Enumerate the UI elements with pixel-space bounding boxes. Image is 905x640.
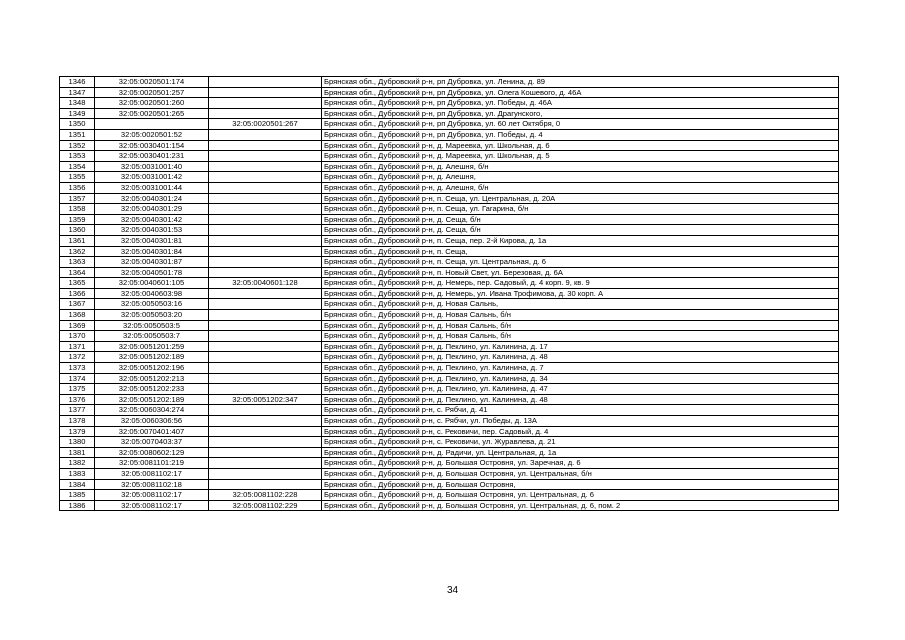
parent-cadastral-number-cell (209, 341, 322, 352)
address-cell: Брянская обл., Дубровский р-н, д. Немерь, ул. Ивана Трофимова, д. 30 корп. А (322, 288, 839, 299)
row-number-cell: 1350 (60, 119, 95, 130)
parent-cadastral-number-cell (209, 426, 322, 437)
row-number-cell: 1382 (60, 458, 95, 469)
address-cell: Брянская обл., Дубровский р-н, рп Дубровка, ул. Драгунского, (322, 108, 839, 119)
table-row (60, 437, 839, 448)
cadastral-number-cell: 32:05:0050503:20 (95, 310, 209, 321)
parent-cadastral-number-cell (209, 437, 322, 448)
table-row (60, 108, 839, 119)
row-number-cell: 1375 (60, 384, 95, 395)
property-table (59, 76, 839, 511)
parent-cadastral-number-cell (209, 352, 322, 363)
address-cell: Брянская обл., Дубровский р-н, д. Большая Островня, (322, 479, 839, 490)
row-number-cell: 1348 (60, 98, 95, 109)
address-cell: Брянская обл., Дубровский р-н, д. Алешня, б/н (322, 182, 839, 193)
row-number-cell: 1383 (60, 468, 95, 479)
row-number-cell: 1370 (60, 331, 95, 342)
address-cell: Брянская обл., Дубровский р-н, рп Дубровка, ул. Ленина, д. 89 (322, 77, 839, 88)
table-row (60, 204, 839, 215)
table-row (60, 87, 839, 98)
parent-cadastral-number-cell (209, 235, 322, 246)
address-cell: Брянская обл., Дубровский р-н, п. Сеща, ул. Гагарина, б/н (322, 204, 839, 215)
row-number-cell: 1346 (60, 77, 95, 88)
row-number-cell: 1368 (60, 310, 95, 321)
cadastral-number-cell: 32:05:0040301:42 (95, 214, 209, 225)
table-row (60, 310, 839, 321)
address-cell: Брянская обл., Дубровский р-н, п. Сеща, ул. Центральная, д. 20А (322, 193, 839, 204)
address-cell: Брянская обл., Дубровский р-н, с. Рековичи, ул. Журавлева, д. 21 (322, 437, 839, 448)
cadastral-number-cell: 32:05:0050503:5 (95, 320, 209, 331)
address-cell: Брянская обл., Дубровский р-н, д. Новая Сальнь, б/н (322, 331, 839, 342)
table-row (60, 161, 839, 172)
cadastral-number-cell: 32:05:0020501:52 (95, 129, 209, 140)
table-row (60, 468, 839, 479)
row-number-cell: 1364 (60, 267, 95, 278)
parent-cadastral-number-cell: 32:05:0040601:128 (209, 278, 322, 289)
address-cell: Брянская обл., Дубровский р-н, д. Новая Сальнь, б/н (322, 320, 839, 331)
row-number-cell: 1372 (60, 352, 95, 363)
table-row (60, 172, 839, 183)
address-cell: Брянская обл., Дубровский р-н, рп Дубровка, ул. Олега Кошевого, д. 46А (322, 87, 839, 98)
cadastral-number-cell: 32:05:0040301:81 (95, 235, 209, 246)
parent-cadastral-number-cell (209, 468, 322, 479)
parent-cadastral-number-cell (209, 204, 322, 215)
table-row (60, 299, 839, 310)
cadastral-number-cell (95, 119, 209, 130)
table-row (60, 447, 839, 458)
parent-cadastral-number-cell: 32:05:0081102:229 (209, 500, 322, 511)
table-row (60, 352, 839, 363)
address-cell: Брянская обл., Дубровский р-н, рп Дубровка, ул. Победы, д. 4 (322, 129, 839, 140)
cadastral-number-cell: 32:05:0081102:17 (95, 490, 209, 501)
row-number-cell: 1367 (60, 299, 95, 310)
table-row (60, 320, 839, 331)
cadastral-number-cell: 32:05:0081102:17 (95, 500, 209, 511)
parent-cadastral-number-cell (209, 140, 322, 151)
table-row (60, 384, 839, 395)
cadastral-number-cell: 32:05:0081102:17 (95, 468, 209, 479)
row-number-cell: 1355 (60, 172, 95, 183)
row-number-cell: 1384 (60, 479, 95, 490)
row-number-cell: 1376 (60, 394, 95, 405)
parent-cadastral-number-cell (209, 151, 322, 162)
row-number-cell: 1354 (60, 161, 95, 172)
cadastral-number-cell: 32:05:0060306:56 (95, 416, 209, 427)
cadastral-number-cell: 32:05:0040301:53 (95, 225, 209, 236)
table-row (60, 129, 839, 140)
table-row (60, 288, 839, 299)
table-row (60, 182, 839, 193)
cadastral-number-cell: 32:05:0050503:7 (95, 331, 209, 342)
cadastral-number-cell: 32:05:0051202:233 (95, 384, 209, 395)
row-number-cell: 1347 (60, 87, 95, 98)
parent-cadastral-number-cell (209, 384, 322, 395)
parent-cadastral-number-cell (209, 299, 322, 310)
address-cell: Брянская обл., Дубровский р-н, д. Радичи, ул. Центральная, д. 1а (322, 447, 839, 458)
table-row (60, 479, 839, 490)
table-row (60, 214, 839, 225)
cadastral-number-cell: 32:05:0031001:44 (95, 182, 209, 193)
address-cell: Брянская обл., Дубровский р-н, д. Пеклино, ул. Калинина, д. 17 (322, 341, 839, 352)
parent-cadastral-number-cell (209, 373, 322, 384)
parent-cadastral-number-cell (209, 77, 322, 88)
table-row (60, 331, 839, 342)
cadastral-number-cell: 32:05:0080602:129 (95, 447, 209, 458)
cadastral-number-cell: 32:05:0040501:78 (95, 267, 209, 278)
row-number-cell: 1377 (60, 405, 95, 416)
parent-cadastral-number-cell (209, 447, 322, 458)
cadastral-number-cell: 32:05:0040603:98 (95, 288, 209, 299)
parent-cadastral-number-cell (209, 405, 322, 416)
table-row (60, 341, 839, 352)
row-number-cell: 1381 (60, 447, 95, 458)
cadastral-number-cell: 32:05:0040301:24 (95, 193, 209, 204)
address-cell: Брянская обл., Дубровский р-н, д. Мареевка, ул. Школьная, д. 6 (322, 140, 839, 151)
row-number-cell: 1362 (60, 246, 95, 257)
parent-cadastral-number-cell (209, 225, 322, 236)
address-cell: Брянская обл., Дубровский р-н, д. Пеклино, ул. Калинина, д. 48 (322, 352, 839, 363)
table-row (60, 363, 839, 374)
parent-cadastral-number-cell (209, 331, 322, 342)
parent-cadastral-number-cell (209, 479, 322, 490)
cadastral-number-cell: 32:05:0031001:40 (95, 161, 209, 172)
table-row (60, 490, 839, 501)
cadastral-number-cell: 32:05:0030401:231 (95, 151, 209, 162)
cadastral-number-cell: 32:05:0060304:274 (95, 405, 209, 416)
row-number-cell: 1349 (60, 108, 95, 119)
row-number-cell: 1379 (60, 426, 95, 437)
cadastral-number-cell: 32:05:0081102:18 (95, 479, 209, 490)
row-number-cell: 1363 (60, 257, 95, 268)
row-number-cell: 1380 (60, 437, 95, 448)
row-number-cell: 1359 (60, 214, 95, 225)
table-row (60, 77, 839, 88)
address-cell: Брянская обл., Дубровский р-н, рп Дубровка, ул. Победы, д. 46А (322, 98, 839, 109)
cadastral-number-cell: 32:05:0050503:16 (95, 299, 209, 310)
row-number-cell: 1357 (60, 193, 95, 204)
cadastral-number-cell: 32:05:0051202:196 (95, 363, 209, 374)
parent-cadastral-number-cell (209, 288, 322, 299)
cadastral-number-cell: 32:05:0070403:37 (95, 437, 209, 448)
parent-cadastral-number-cell: 32:05:0020501:267 (209, 119, 322, 130)
cadastral-number-cell: 32:05:0030401:154 (95, 140, 209, 151)
address-cell: Брянская обл., Дубровский р-н, п. Новый Свет, ул. Березовая, д. 6А (322, 267, 839, 278)
address-cell: Брянская обл., Дубровский р-н, д. Большая Островня, ул. Центральная, д. 6 (322, 490, 839, 501)
parent-cadastral-number-cell (209, 363, 322, 374)
parent-cadastral-number-cell (209, 416, 322, 427)
cadastral-number-cell: 32:05:0040301:29 (95, 204, 209, 215)
row-number-cell: 1378 (60, 416, 95, 427)
address-cell: Брянская обл., Дубровский р-н, д. Большая Островня, ул. Центральная, б/н (322, 468, 839, 479)
parent-cadastral-number-cell (209, 320, 322, 331)
cadastral-number-cell: 32:05:0081101:219 (95, 458, 209, 469)
address-cell: Брянская обл., Дубровский р-н, д. Новая Сальнь, б/н (322, 310, 839, 321)
table-row (60, 246, 839, 257)
table-row (60, 225, 839, 236)
table-row (60, 394, 839, 405)
table-row (60, 140, 839, 151)
address-cell: Брянская обл., Дубровский р-н, д. Пеклино, ул. Калинина, д. 47 (322, 384, 839, 395)
cadastral-number-cell: 32:05:0040301:87 (95, 257, 209, 268)
address-cell: Брянская обл., Дубровский р-н, д. Немерь, пер. Садовый, д. 4 корп. 9, кв. 9 (322, 278, 839, 289)
cadastral-number-cell: 32:05:0040601:105 (95, 278, 209, 289)
table-row (60, 235, 839, 246)
parent-cadastral-number-cell (209, 129, 322, 140)
parent-cadastral-number-cell (209, 87, 322, 98)
row-number-cell: 1361 (60, 235, 95, 246)
cadastral-number-cell: 32:05:0020501:265 (95, 108, 209, 119)
row-number-cell: 1353 (60, 151, 95, 162)
row-number-cell: 1373 (60, 363, 95, 374)
table-row (60, 267, 839, 278)
row-number-cell: 1365 (60, 278, 95, 289)
address-cell: Брянская обл., Дубровский р-н, д. Сеща, б/н (322, 214, 839, 225)
cadastral-number-cell: 32:05:0031001:42 (95, 172, 209, 183)
parent-cadastral-number-cell (209, 246, 322, 257)
parent-cadastral-number-cell (209, 98, 322, 109)
address-cell: Брянская обл., Дубровский р-н, п. Сеща, пер. 2-й Кирова, д. 1а (322, 235, 839, 246)
table-row (60, 151, 839, 162)
parent-cadastral-number-cell (209, 458, 322, 469)
row-number-cell: 1356 (60, 182, 95, 193)
parent-cadastral-number-cell (209, 214, 322, 225)
table-row (60, 119, 839, 130)
row-number-cell: 1358 (60, 204, 95, 215)
table-row (60, 257, 839, 268)
property-table-body (60, 77, 839, 511)
table-row (60, 416, 839, 427)
row-number-cell: 1386 (60, 500, 95, 511)
cadastral-number-cell: 32:05:0020501:260 (95, 98, 209, 109)
parent-cadastral-number-cell (209, 108, 322, 119)
cadastral-number-cell: 32:05:0040301:84 (95, 246, 209, 257)
row-number-cell: 1369 (60, 320, 95, 331)
parent-cadastral-number-cell (209, 161, 322, 172)
page-number: 34 (446, 585, 459, 596)
address-cell: Брянская обл., Дубровский р-н, д. Сеща, б/н (322, 225, 839, 236)
parent-cadastral-number-cell (209, 182, 322, 193)
address-cell: Брянская обл., Дубровский р-н, п. Сеща, ул. Центральная, д. 6 (322, 257, 839, 268)
row-number-cell: 1360 (60, 225, 95, 236)
table-row (60, 405, 839, 416)
cadastral-number-cell: 32:05:0051202:189 (95, 352, 209, 363)
address-cell: Брянская обл., Дубровский р-н, д. Пеклино, ул. Калинина, д. 48 (322, 394, 839, 405)
parent-cadastral-number-cell (209, 193, 322, 204)
parent-cadastral-number-cell (209, 310, 322, 321)
address-cell: Брянская обл., Дубровский р-н, с. Рековичи, пер. Садовый, д. 4 (322, 426, 839, 437)
parent-cadastral-number-cell (209, 257, 322, 268)
row-number-cell: 1366 (60, 288, 95, 299)
address-cell: Брянская обл., Дубровский р-н, с. Рябчи, д. 41 (322, 405, 839, 416)
parent-cadastral-number-cell (209, 267, 322, 278)
row-number-cell: 1351 (60, 129, 95, 140)
cadastral-number-cell: 32:05:0051202:213 (95, 373, 209, 384)
table-row (60, 426, 839, 437)
cadastral-number-cell: 32:05:0051201:259 (95, 341, 209, 352)
address-cell: Брянская обл., Дубровский р-н, д. Пеклино, ул. Калинина, д. 7 (322, 363, 839, 374)
row-number-cell: 1374 (60, 373, 95, 384)
parent-cadastral-number-cell: 32:05:0051202:347 (209, 394, 322, 405)
address-cell: Брянская обл., Дубровский р-н, рп Дубровка, ул. 60 лет Октября, 0 (322, 119, 839, 130)
table-row (60, 458, 839, 469)
cadastral-number-cell: 32:05:0020501:174 (95, 77, 209, 88)
address-cell: Брянская обл., Дубровский р-н, д. Алешня, б/н (322, 161, 839, 172)
cadastral-number-cell: 32:05:0051202:189 (95, 394, 209, 405)
table-row (60, 98, 839, 109)
parent-cadastral-number-cell (209, 172, 322, 183)
table-row (60, 278, 839, 289)
address-cell: Брянская обл., Дубровский р-н, д. Пеклино, ул. Калинина, д. 34 (322, 373, 839, 384)
row-number-cell: 1385 (60, 490, 95, 501)
table-row (60, 500, 839, 511)
parent-cadastral-number-cell: 32:05:0081102:228 (209, 490, 322, 501)
address-cell: Брянская обл., Дубровский р-н, с. Рябчи, ул. Победы, д. 13А (322, 416, 839, 427)
address-cell: Брянская обл., Дубровский р-н, д. Большая Островня, ул. Центральная, д. 6, пом. 2 (322, 500, 839, 511)
row-number-cell: 1352 (60, 140, 95, 151)
address-cell: Брянская обл., Дубровский р-н, п. Сеща, (322, 246, 839, 257)
address-cell: Брянская обл., Дубровский р-н, д. Алешня, (322, 172, 839, 183)
address-cell: Брянская обл., Дубровский р-н, д. Мареевка, ул. Школьная, д. 5 (322, 151, 839, 162)
address-cell: Брянская обл., Дубровский р-н, д. Большая Островня, ул. Заречная, д. 6 (322, 458, 839, 469)
table-row (60, 193, 839, 204)
cadastral-number-cell: 32:05:0020501:257 (95, 87, 209, 98)
row-number-cell: 1371 (60, 341, 95, 352)
table-row (60, 373, 839, 384)
cadastral-number-cell: 32:05:0070401:407 (95, 426, 209, 437)
address-cell: Брянская обл., Дубровский р-н, д. Новая Сальнь, (322, 299, 839, 310)
